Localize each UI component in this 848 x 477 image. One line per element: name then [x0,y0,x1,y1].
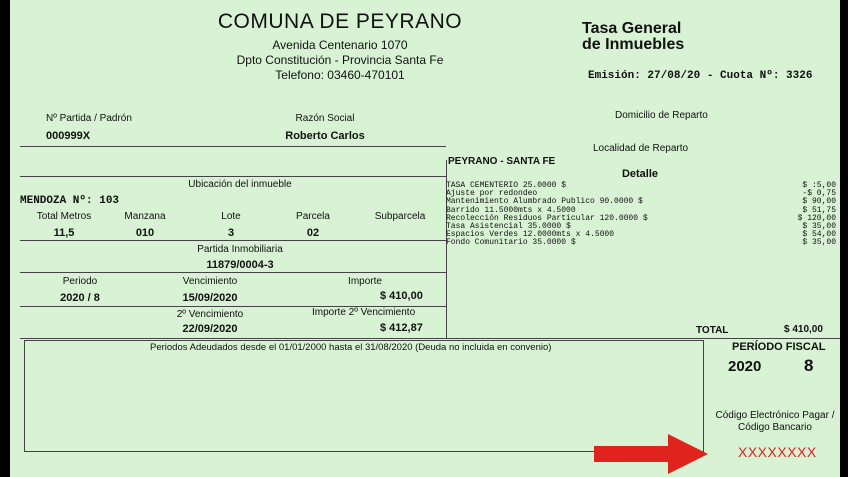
col-lote: Lote [221,211,241,222]
importe-value: $ 410,00 [380,290,423,302]
detail-amount: $ 35,00 [802,222,836,232]
detail-amount: $ 35,00 [802,238,836,248]
detail-description: Recolección Residuos Particular 120.0000 $ [446,213,648,223]
vencimiento-label: Vencimiento [182,276,238,287]
detail-description: Mantenimiento Alumbrado Publico 90.0000 $ [446,197,643,207]
divider [20,240,446,241]
org-phone: Telefono: 03460-470101 [275,68,405,82]
detail-amount: $ 51,75 [802,205,836,215]
arrow-right-icon [592,432,712,476]
partida-inmob-value: 11879/0004-3 [206,259,274,271]
detail-amount: $ 120,00 [797,213,836,223]
detail-amount: $ :5,00 [802,181,836,190]
detail-description: Fondo Comunitario 35.0000 $ [446,238,576,248]
detail-list [446,182,836,248]
payment-code-label-line2: Código Bancario [738,422,812,433]
detail-title: Detalle [621,168,659,180]
detail-description: Tasa Asistencial 35.0000 $ [446,222,571,232]
detail-row [446,239,836,247]
detail-description: TASA CEMENTERIO 25.0000 $ [446,181,567,190]
periodo-label: Periodo [62,276,98,287]
doc-title-line1: Tasa General [582,20,682,37]
debt-text: Periodos Adeudados desde el 01/01/2000 hasta el 31/08/2020 (Deuda no incluida en convenio) [150,342,552,353]
doc-title-line2: de Inmuebles [582,36,685,53]
detail-description: Barrido 11.5000mts x 4.5000 [446,205,576,215]
val-lote: 3 [227,227,235,239]
importe2-label: Importe 2º Vencimiento [312,307,416,318]
domicilio-label: Domicilio de Reparto [615,110,708,121]
col-subparcela: Subparcela [374,211,426,222]
col-parcela: Parcela [296,211,330,222]
periodo-value: 2020 / 8 [60,292,100,304]
org-address: Avenida Centenario 1070 [272,38,408,52]
divider [20,146,446,147]
fiscal-year: 2020 [728,358,762,375]
val-manzana: 010 [135,227,155,239]
property-street: MENDOZA Nº: 103 [20,195,120,207]
val-total-metros: 11,5 [53,227,75,239]
total-label: TOTAL [696,325,729,336]
partida-label: Nº Partida / Padrón [46,113,132,124]
detail-amount: $ 90,00 [802,197,836,207]
col-total-metros: Total Metros [36,211,92,222]
vencimiento2-value: 22/09/2020 [182,323,238,335]
property-section-title: Ubicación del inmueble [188,179,292,190]
importe-label: Importe [348,276,382,287]
localidad-label: Localidad de Reparto [593,143,689,154]
payment-code-label-line1: Código Electrónico Pagar / [715,410,835,421]
razon-value: Roberto Carlos [285,130,365,142]
detail-description: Espacios Verdes 12.0000mts x 4.5000 [446,230,615,240]
detail-amount: $ 54,00 [802,230,836,240]
org-location: Dpto Constitución - Provincia Santa Fe [236,53,444,67]
vencimiento2-label: 2º Vencimiento [176,309,244,320]
col-manzana: Manzana [124,211,166,222]
razon-label: Razón Social [295,113,355,124]
localidad-value: PEYRANO - SANTA FE [448,156,556,167]
divider [20,176,446,177]
importe2-value: $ 412,87 [380,322,423,334]
total-value: $ 410,00 [784,324,823,335]
emission-info: Emisión: 27/08/20 - Cuota Nº: 3326 [588,70,813,82]
divider [20,338,840,339]
fiscal-title: PERÍODO FISCAL [732,341,826,353]
invoice-document [10,0,840,477]
vencimiento-value: 15/09/2020 [182,292,238,304]
org-name: COMUNA DE PEYRANO [217,10,463,33]
divider [20,272,446,273]
fiscal-period: 8 [804,356,814,375]
detail-amount: -$ 0,75 [802,189,836,199]
partida-value: 000999X [46,130,91,142]
detail-description: Ajuste por redondeo [446,189,538,199]
partida-inmob-label: Partida Inmobiliaria [197,244,283,255]
val-parcela: 02 [306,227,320,239]
payment-code-value: XXXXXXXX [738,444,817,460]
